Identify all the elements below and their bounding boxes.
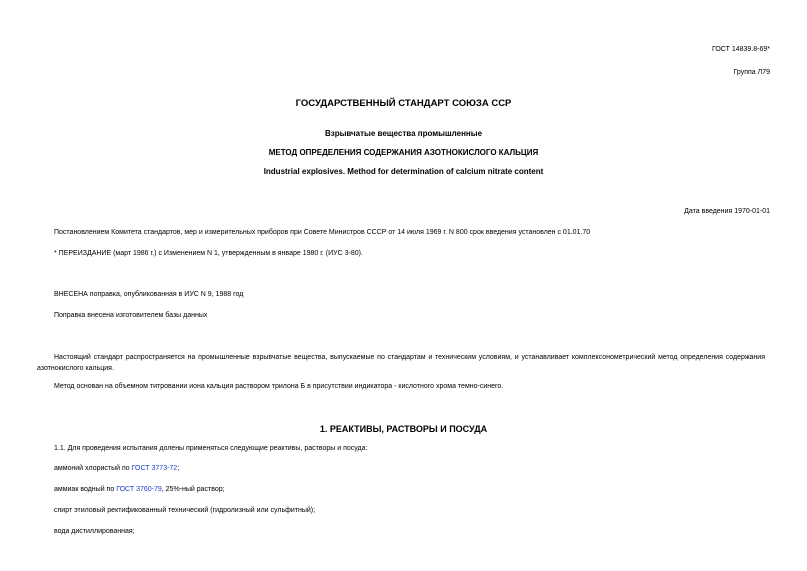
item-1-1: 1.1. Для проведения испытания долены применяться следующие реактивы, растворы и посуда: (54, 445, 368, 452)
gost-3773-72-link[interactable]: ГОСТ 3773-72 (131, 465, 178, 472)
english-title: Industrial explosives. Method for determination of calcium nitrate content (263, 167, 544, 176)
group-code: Группа Л79 (733, 69, 770, 76)
intro-date: Дата введения 1970-01-01 (684, 208, 770, 215)
amendment-text: ВНЕСЕНА поправка, опубликованная в ИУС N 9, 1988 год (54, 291, 244, 298)
reagent-2-tail: , 25%-ный раствор; (161, 486, 225, 493)
section-1-heading: 1. РЕАКТИВЫ, РАСТВОРЫ И ПОСУДА (319, 424, 488, 434)
state-standard-title: ГОСУДАРСТВЕННЫЙ СТАНДАРТ СОЮЗА ССР (295, 98, 512, 109)
method-title: МЕТОД ОПРЕДЕЛЕНИЯ СОДЕРЖАНИЯ АЗОТНОКИСЛОГО КАЛЬЦИЯ (268, 148, 539, 157)
reagent-ammonium-chloride (54, 465, 179, 473)
subject-title: Взрывчатые вещества промышленные (324, 129, 483, 138)
doc-code: ГОСТ 14839.8-69* (711, 46, 770, 53)
reagent-aqueous-ammonia (54, 486, 225, 494)
decree-text: Постановлением Комитета стандартов, мер и измерительных приборов при Совете Министров СССР от 14 июля 1969 г. N 800 срок введения установлен с 01.01.70 (54, 229, 591, 236)
reagent-ethyl-alcohol: спирт этиловый ректификованный технический (гидролизный или сульфитный); (54, 507, 316, 514)
gost-3760-79-link[interactable]: ГОСТ 3760-79 (116, 486, 162, 493)
reagent-distilled-water: вода дистиллированная; (54, 528, 135, 535)
reagent-2-label: аммиак водный по (54, 486, 117, 493)
reissue-text: * ПЕРЕИЗДАНИЕ (март 1986 г.) с Изменением N 1, утвержденным в январе 1980 г. (ИУС 3-80). (54, 250, 363, 257)
reagent-1-label: аммоний хлористый по (54, 465, 132, 472)
reagent-1-tail: ; (177, 465, 180, 472)
scope-paragraph: Настоящий стандарт распространяется на промышленные взрывчатые вещества, выпускаемые по стандартам и техническим условиям, и устанавливает комплексонометрический метод определения содержания азотнокислого кальция. (37, 354, 765, 372)
db-note-text: Поправка внесена изготовителем базы данных (54, 312, 208, 319)
method-basis-paragraph: Метод основан на объемном титровании иона кальция раствором трилона Б в присутствии индикатора - кислотного хрома темно-синего. (54, 383, 504, 390)
